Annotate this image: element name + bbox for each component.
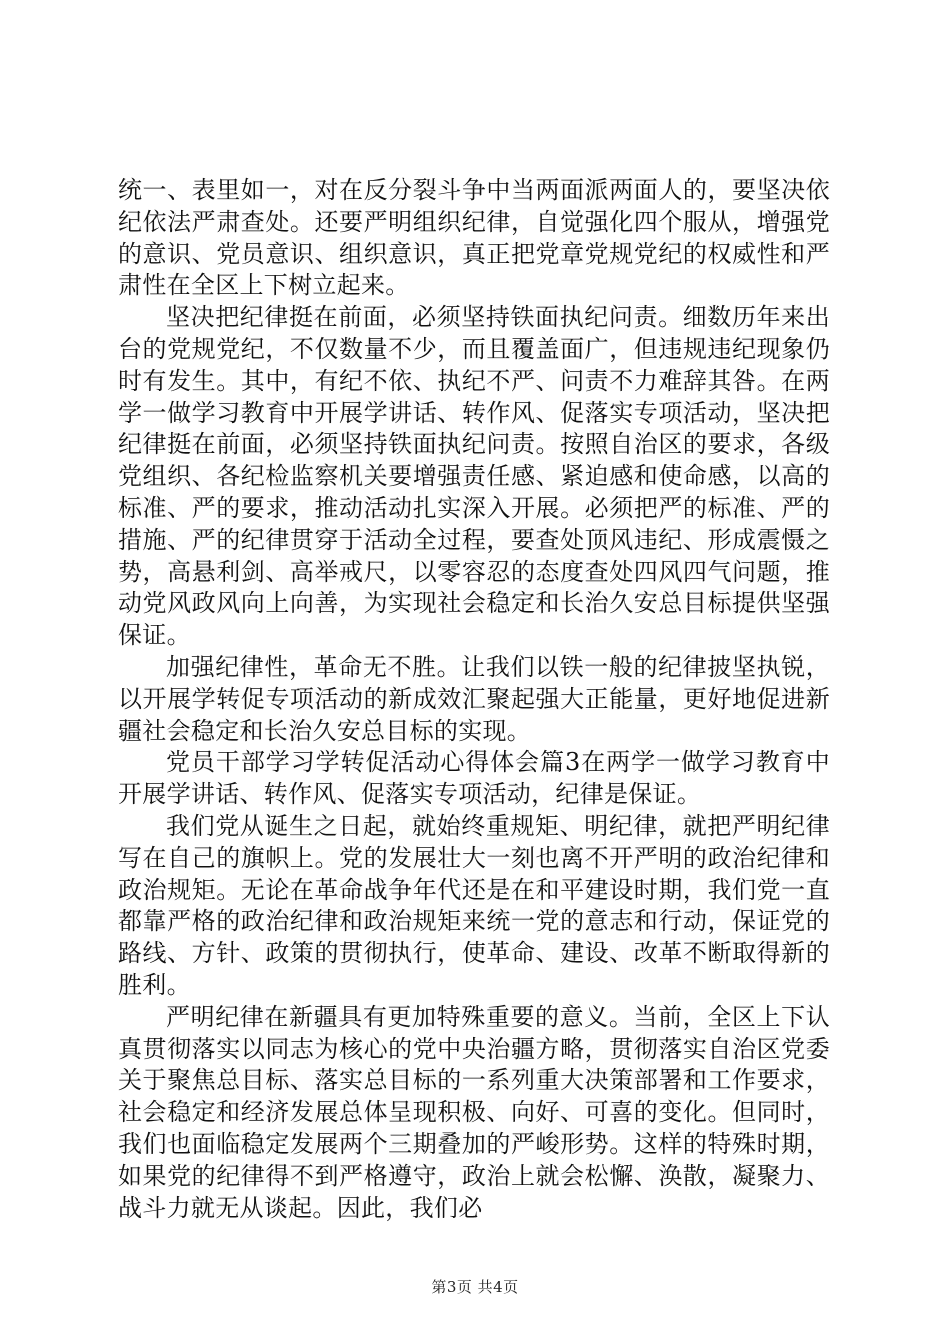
- paragraph-4: 党员干部学习学转促活动心得体会篇3在两学一做学习教育中开展学讲话、转作风、促落实专项活动，纪律是保证。: [118, 748, 830, 809]
- paragraph-5: 我们党从诞生之日起，就始终重规矩、明纪律，就把严明纪律写在自己的旗帜上。党的发展壮大一刻也离不开严明的政治纪律和政治规矩。无论在革命战争年代还是在和平建设时期，我们党一直都靠严格的政治纪律和政治规矩来统一党的意志和行动，保证党的路线、方针、政策的贯彻执行，使革命、建设、改革不断取得新的胜利。: [118, 811, 830, 999]
- paragraph-1: 统一、表里如一，对在反分裂斗争中当两面派两面人的，要坚决依纪依法严肃查处。还要严明组织纪律，自觉强化四个服从，增强党的意识、党员意识、组织意识，真正把党章党规党纪的权威性和严肃性在全区上下树立起来。: [118, 176, 830, 300]
- paragraph-6: 严明纪律在新疆具有更加特殊重要的意义。当前，全区上下认真贯彻落实以同志为核心的党中央治疆方略，贯彻落实自治区党委关于聚焦总目标、落实总目标的一系列重大决策部署和工作要求，社会稳定和经济发展总体呈现积极、向好、可喜的变化。但同时，我们也面临稳定发展两个三期叠加的严峻形势。这样的特殊时期，如果党的纪律得不到严格遵守，政治上就会松懈、涣散，凝聚力、战斗力就无从谈起。因此，我们必: [118, 1002, 830, 1222]
- paragraph-3: 加强纪律性，革命无不胜。让我们以铁一般的纪律披坚执锐，以开展学转促专项活动的新成效汇聚起强大正能量，更好地促进新疆社会稳定和长治久安总目标的实现。: [118, 652, 830, 745]
- document-body: [118, 175, 830, 1224]
- page-number-footer: 第3页 共4页: [431, 1278, 519, 1296]
- paragraph-2: 坚决把纪律挺在前面，必须坚持铁面执纪问责。细数历年来出台的党规党纪，不仅数量不少，而且覆盖面广，但违规违纪现象仍时有发生。其中，有纪不依、执纪不严、问责不力难辞其咎。在两学一做学习教育中开展学讲话、转作风、促落实专项活动，坚决把纪律挺在前面，必须坚持铁面执纪问责。按照自治区的要求，各级党组织、各纪检监察机关要增强责任感、紧迫感和使命感，以高的标准、严的要求，推动活动扎实深入开展。必须把严的标准、严的措施、严的纪律贯穿于活动全过程，要查处顶风违纪、形成震慑之势，高悬利剑、高举戒尺，以零容忍的态度查处四风四气问题，推动党风政风向上向善，为实现社会稳定和长治久安总目标提供坚强保证。: [118, 303, 830, 650]
